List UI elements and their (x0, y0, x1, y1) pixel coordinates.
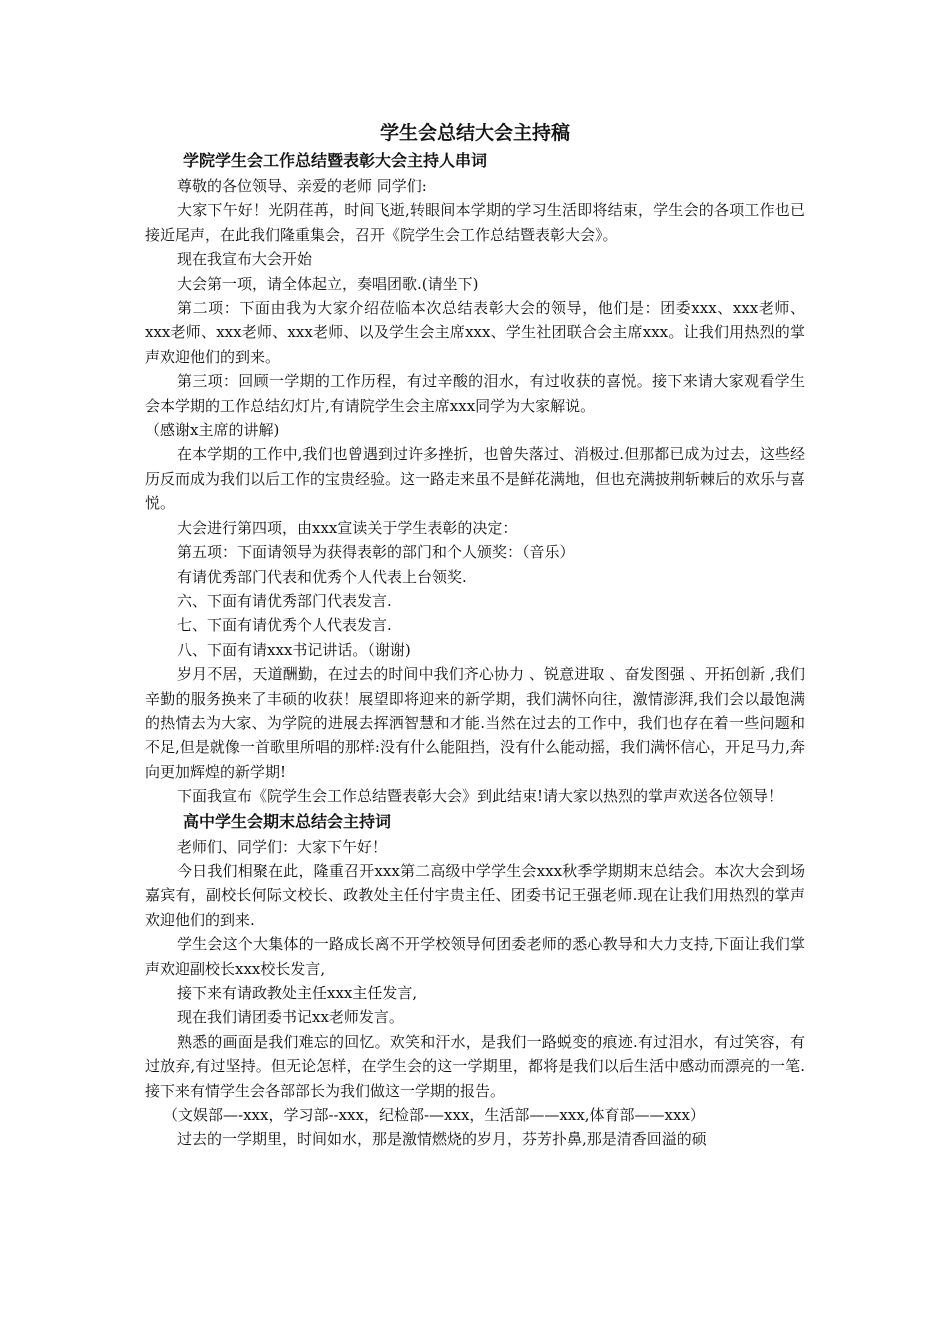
paragraph: 现在我们请团委书记xx老师发言。 (177, 1008, 404, 1027)
paragraph: 大会进行第四项，由xxx宣读关于学生表彰的决定： (177, 518, 518, 537)
document-body (145, 118, 805, 1152)
paragraph: 八、下面有请xxx书记讲话。（谢谢) (177, 640, 411, 659)
paragraph: 有请优秀部门代表和优秀个人代表上台领奖. (177, 567, 467, 586)
paragraph: 第二项：下面由我为大家介绍莅临本次总结表彰大会的领导，他们是：团委xxx、xxx老师、xxx老师、xxx老师、xxx老师、以及学生会主席xxx、学生社团联合会主席xxx。让我们用热烈的掌声欢迎他们的到来。 (145, 299, 805, 366)
paragraph: 大会第一项，请全体起立，奏唱团歌.(请坐下) (177, 274, 479, 293)
paragraph: 老师们、同学们：大家下午好！ (177, 837, 388, 856)
paragraph: 在本学期的工作中,我们也曾遇到过许多挫折，也曾失落过、消极过.但那都已成为过去，这些经历反而成为我们以后工作的宝贵经验。这一路走来虽不是鲜花满地，但也充满披荆斩棘后的欢乐与喜悦。 (145, 445, 806, 513)
paragraph-department-list: （文娱部—-xxx，学习部--xxx，纪检部-—xxx，生活部——xxx,体育部——xxx） (163, 1106, 705, 1125)
paragraph-note: （感谢x主席的讲解) (145, 421, 280, 440)
paragraph: 下面我宣布《院学生会工作总结暨表彰大会》到此结束!请大家以热烈的掌声欢送各位领导！ (177, 787, 784, 806)
paragraph: 熟悉的画面是我们难忘的回忆。欢笑和汗水，是我们一路蜕变的痕迹.有过泪水，有过笑容，有过放弃,有过坚持。但无论怎样，在学生会的这一学期里，都将是我们以后生活中感动而漂亮的一笔.接下来有情学生会各部部长为我们做这一学期的报告。 (145, 1032, 805, 1100)
paragraph: 接下来有请政教处主任xxx主任发言, (177, 984, 418, 1002)
paragraph: 第三项：回顾一学期的工作历程，有过辛酸的泪水，有过收获的喜悦。接下来请大家观看学生会本学期的工作总结幻灯片,有请院学生会主席xxx同学为大家解说。 (145, 372, 805, 415)
paragraph: 大家下午好！光阴荏苒，时间飞逝,转眼间本学期的学习生活即将结束，学生会的各项工作也已接近尾声，在此我们隆重集会，召开《院学生会工作总结暨表彰大会》。 (145, 201, 805, 244)
section-heading-college: 学院学生会工作总结暨表彰大会主持人串词 (183, 151, 488, 170)
paragraph: 学生会这个大集体的一路成长离不开学校领导何团委老师的悉心教导和大力支持,下面让我们掌声欢迎副校长xxx校长发言, (145, 935, 805, 978)
paragraph: 七、下面有请优秀个人代表发言. (177, 616, 392, 635)
paragraph: 过去的一学期里，时间如水，那是激情燃烧的岁月，芬芳扑鼻,那是清香回溢的硕 (177, 1130, 707, 1149)
paragraph: 今日我们相聚在此，隆重召开xxx第二高级中学学生会xxx秋季学期期末总结会。本次大会到场嘉宾有，副校长何际文校长、政教处主任付宇贵主任、团委书记王强老师.现在让我们用热烈的掌声欢迎他们的到来. (145, 861, 805, 929)
paragraph: 尊敬的各位领导、亲爱的老师 同学们: (177, 177, 427, 195)
paragraph: 六、下面有请优秀部门代表发言. (177, 591, 392, 610)
paragraph: 现在我宣布大会开始 (177, 250, 313, 269)
paragraph: 第五项：下面请领导为获得表彰的部门和个人颁奖：（音乐） (177, 543, 575, 562)
document-title: 学生会总结大会主持稿 (379, 122, 570, 144)
section-heading-highschool: 高中学生会期末总结会主持词 (183, 811, 392, 831)
paragraph: 岁月不居，天道酬勤，在过去的时间中我们齐心协力 、锐意进取 、奋发图强 、开拓创新 ,我们辛勤的服务换来了丰硕的收获！展望即将迎来的新学期，我们满怀向往，激情澎湃,我们会以最饱满的热情去为大家、为学院的进展去挥洒智慧和才能.当然在过去的工作中，我们也存在着一些问题和不足,但是就像一首歌里所唱的那样:没有什么能阻挡，没有什么能动摇，我们满怀信心，开足马力,奔向更加辉煌的新学期! (145, 665, 805, 781)
